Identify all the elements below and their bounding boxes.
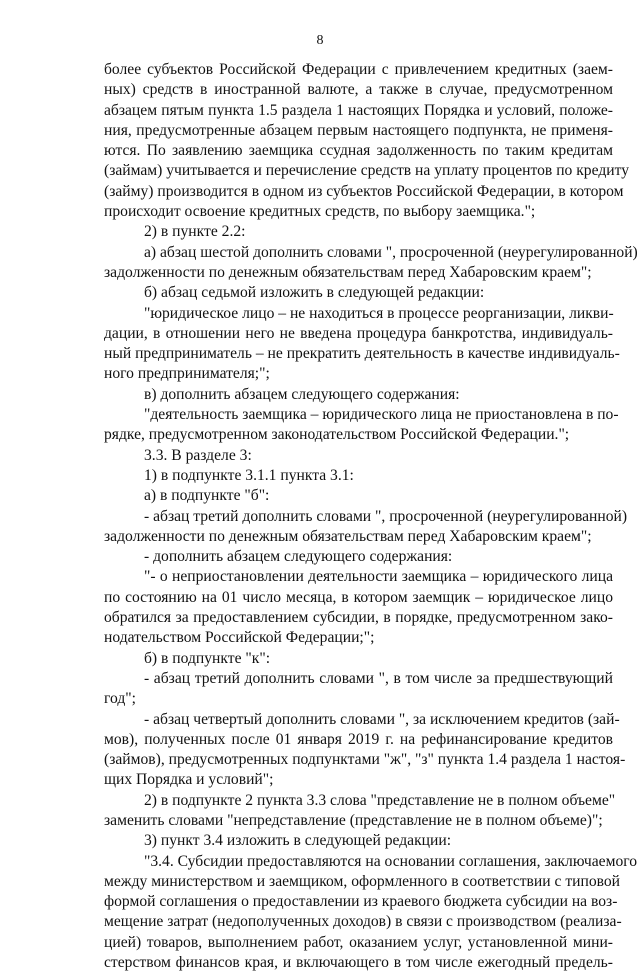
- text-line: ный предприниматель – не прекратить деятельность в качестве индивидуаль-: [104, 345, 620, 363]
- text-line: рядке, предусмотренном законодательством Российской Федерации.";: [104, 426, 570, 444]
- text-line: 3.3. В разделе 3:: [144, 446, 252, 464]
- text-line: ного предпринимателя;";: [104, 365, 270, 383]
- text-line: (займам) учитывается и перечисление средств на уплату процентов по кредиту: [104, 162, 630, 180]
- text-line: а) в подпункте "б":: [144, 487, 270, 505]
- text-line: мещение затрат (недополученных доходов) в связи с производством (реализа-: [104, 913, 622, 931]
- text-line: - дополнить абзацем следующего содержания:: [144, 548, 453, 566]
- text-line: а) абзац шестой дополнить словами ", просроченной (неурегулированной): [144, 243, 638, 261]
- text-line: б) в подпункте "к":: [144, 649, 271, 667]
- text-line: "деятельность заемщика – юридического лица не приостановлена в по-: [144, 406, 619, 424]
- text-line: щих Порядка и условий";: [104, 771, 274, 789]
- text-line: - абзац третий дополнить словами ", просроченной (неурегулированной): [144, 507, 628, 525]
- text-line: год";: [104, 690, 136, 708]
- text-line: нодательством Российской Федерации;";: [104, 629, 375, 647]
- text-line: происходит освоение кредитных средств, по выбору заемщика.";: [104, 203, 536, 221]
- text-line: - абзац четвертый дополнить словами ", за исключением кредитов (зай-: [144, 710, 620, 728]
- text-line: стерством финансов края, и включающего в том числе ежегодный предель-: [104, 954, 613, 972]
- text-line: - абзац третий дополнить словами ", в том числе за предшествующий: [144, 669, 613, 687]
- text-line: более субъектов Российской Федерации с привлечением кредитных (заем-: [104, 61, 613, 78]
- text-line: заменить словами "непредставление (представление не в полном объеме)";: [104, 811, 603, 829]
- text-line: 2) в пункте 2.2:: [144, 223, 246, 241]
- text-line: 1) в подпункте 3.1.1 пункта 3.1:: [144, 466, 354, 484]
- text-line: ных) средств в иностранной валюте, а также в случае, предусмотренном: [104, 81, 613, 99]
- text-line: дации, в отношении него не введена процедура банкротства, индивидуаль-: [104, 324, 613, 342]
- page-number: 8: [316, 33, 324, 48]
- text-line: ются. По заявлению заемщика ссудная задолженность по таким кредитам: [104, 142, 613, 160]
- text-line: мов), полученных после 01 января 2019 г. на рефинансирование кредитов: [104, 730, 613, 748]
- document-body: [104, 60, 638, 973]
- text-line: обратился за предоставлением субсидии, в порядке, предусмотренном зако-: [104, 609, 613, 627]
- text-line: 2) в подпункте 2 пункта 3.3 слова "представление не в полном объеме": [144, 791, 616, 809]
- text-line: задолженности по денежным обязательствам перед Хабаровским краем";: [104, 527, 592, 545]
- text-line: формой соглашения о предоставлении из краевого бюджета субсидии на воз-: [104, 893, 618, 911]
- text-line: цией) товаров, выполнением работ, оказанием услуг, установленной мини-: [104, 933, 613, 951]
- text-line: (займу) производится в одном из субъектов Российской Федерации, в котором: [104, 182, 624, 200]
- text-line: в) дополнить абзацем следующего содержания:: [144, 385, 460, 403]
- text-line: задолженности по денежным обязательствам перед Хабаровским краем";: [104, 263, 592, 281]
- text-line: 3) пункт 3.4 изложить в следующей редакции:: [144, 832, 452, 850]
- text-line: по состоянию на 01 число месяца, в котором заемщик – юридическое лицо: [104, 588, 613, 606]
- text-line: ния, предусмотренные абзацем первым настоящего подпункта, не применя-: [104, 121, 613, 139]
- text-line: "юридическое лицо – не находиться в процессе реорганизации, ликви-: [144, 304, 614, 322]
- text-line: абзацем пятым пункта 1.5 раздела 1 настоящих Порядка и условий, положе-: [104, 101, 613, 119]
- text-line: б) абзац седьмой изложить в следующей редакции:: [144, 284, 485, 302]
- text-line: "3.4. Субсидии предоставляются на основании соглашения, заключаемого: [144, 852, 638, 870]
- text-line: "- о неприостановлении деятельности заемщика – юридического лица: [144, 568, 613, 586]
- text-line: между министерством и заемщиком, оформленного в соответствии с типовой: [104, 872, 621, 890]
- text-line: (займов), предусмотренных подпунктами "ж", "з" пункта 1.4 раздела 1 настоя-: [104, 751, 626, 769]
